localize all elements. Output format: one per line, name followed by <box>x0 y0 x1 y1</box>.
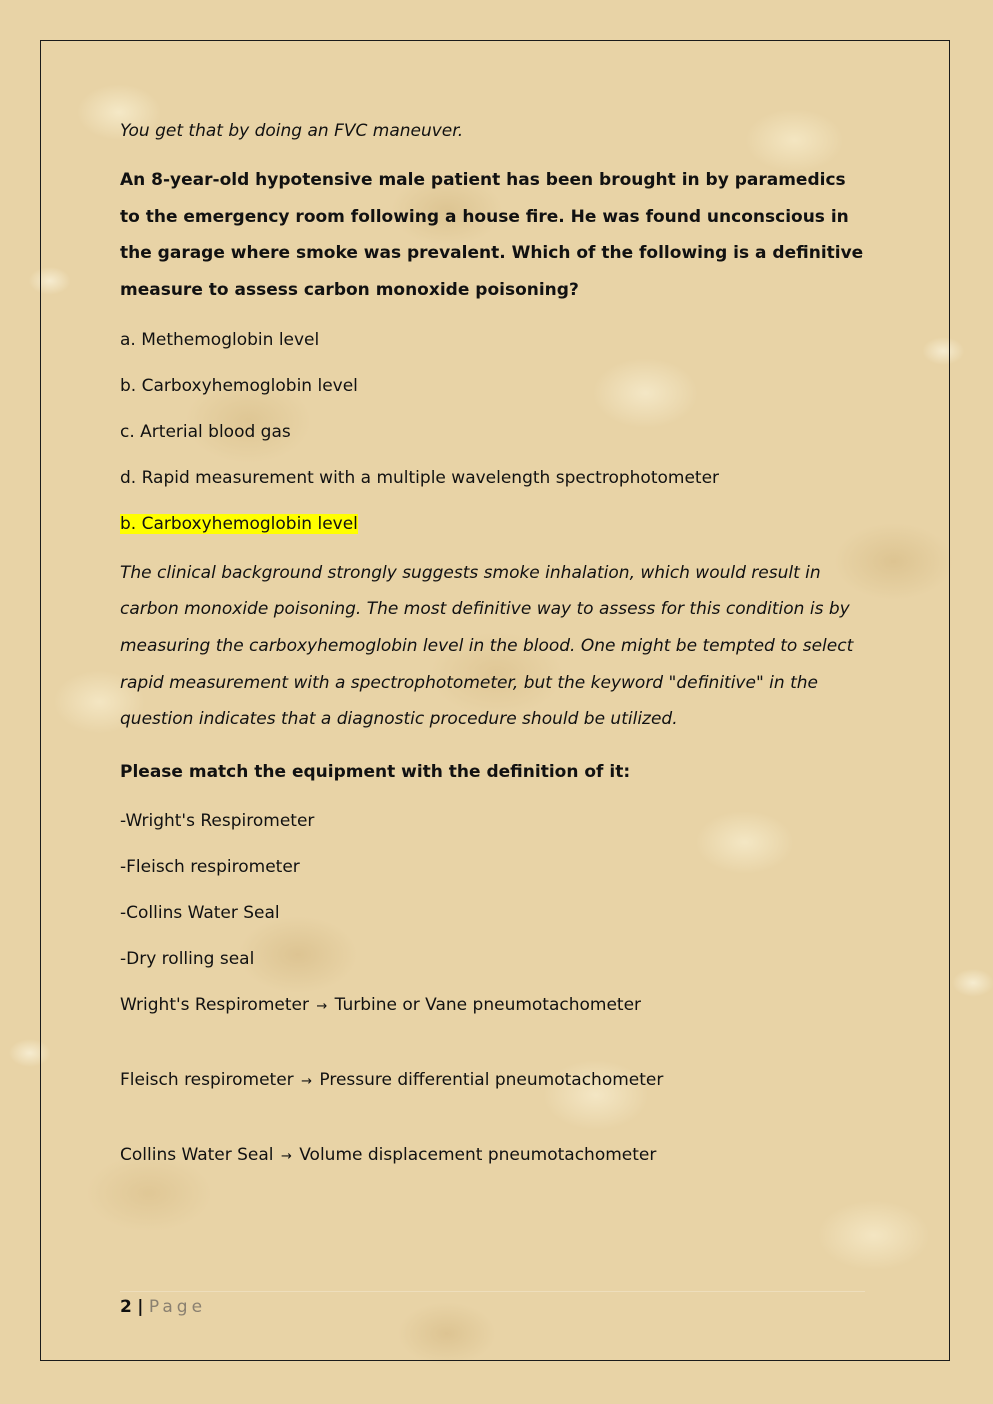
match-item: -Dry rolling seal <box>120 949 255 970</box>
arrow-icon: → <box>280 1149 292 1165</box>
match-answer <box>120 990 865 1022</box>
option-c: c. Arterial blood gas <box>120 421 291 442</box>
page-number: 2 <box>120 1297 132 1317</box>
option-b: b. Carboxyhemoglobin level <box>120 375 358 396</box>
footer-divider <box>120 1291 865 1292</box>
arrow-icon: → <box>316 999 328 1015</box>
option-d: d. Rapid measurement with a multiple wavelength spectrophotometer <box>120 467 720 488</box>
answer-highlight: b. Carboxyhemoglobin level <box>120 513 358 534</box>
answer-line <box>120 509 865 539</box>
match-item: -Wright's Respirometer <box>120 811 315 832</box>
page-footer <box>120 1296 206 1318</box>
match-item: -Collins Water Seal <box>120 903 280 924</box>
match-right: Volume displacement pneumotachometer <box>299 1145 657 1166</box>
match-left: Collins Water Seal <box>120 1145 274 1166</box>
match-right: Turbine or Vane pneumotachometer <box>334 995 642 1016</box>
document-body <box>120 116 865 1188</box>
match-item: -Fleisch respirometer <box>120 857 300 878</box>
intro-line: You get that by doing an FVC maneuver. <box>120 121 464 141</box>
explanation: The clinical background strongly suggests smoke inhalation, which would result in carbon monoxide poisoning. The most definitive way to assess for this condition is by measuring the carboxyhemoglobin level in the blood. One might be tempted to select rapid measurement with a spectrophotometer, but the keyword "definitive" in the question indicates that a diagnostic procedure should be utilized. <box>120 562 854 730</box>
match-left: Wright's Respirometer <box>120 995 309 1016</box>
footer-separator: | <box>137 1297 144 1317</box>
question-1-text: An 8-year-old hypotensive male patient has been brought in by paramedics to the emergency room following a house fire. He was found unconscious in the garage where smoke was prevalent. Which of the following is a definitive measure to assess carbon monoxide poisoning? <box>120 170 864 301</box>
match-answer <box>120 1140 865 1172</box>
option-a: a. Methemoglobin level <box>120 329 320 350</box>
match-answer <box>120 1065 865 1097</box>
match-right: Pressure differential pneumotachometer <box>319 1070 664 1091</box>
question-2-text: Please match the equipment with the definition of it: <box>120 761 631 782</box>
arrow-icon: → <box>301 1074 312 1090</box>
match-left: Fleisch respirometer <box>120 1070 294 1091</box>
page-label: Page <box>148 1297 207 1317</box>
